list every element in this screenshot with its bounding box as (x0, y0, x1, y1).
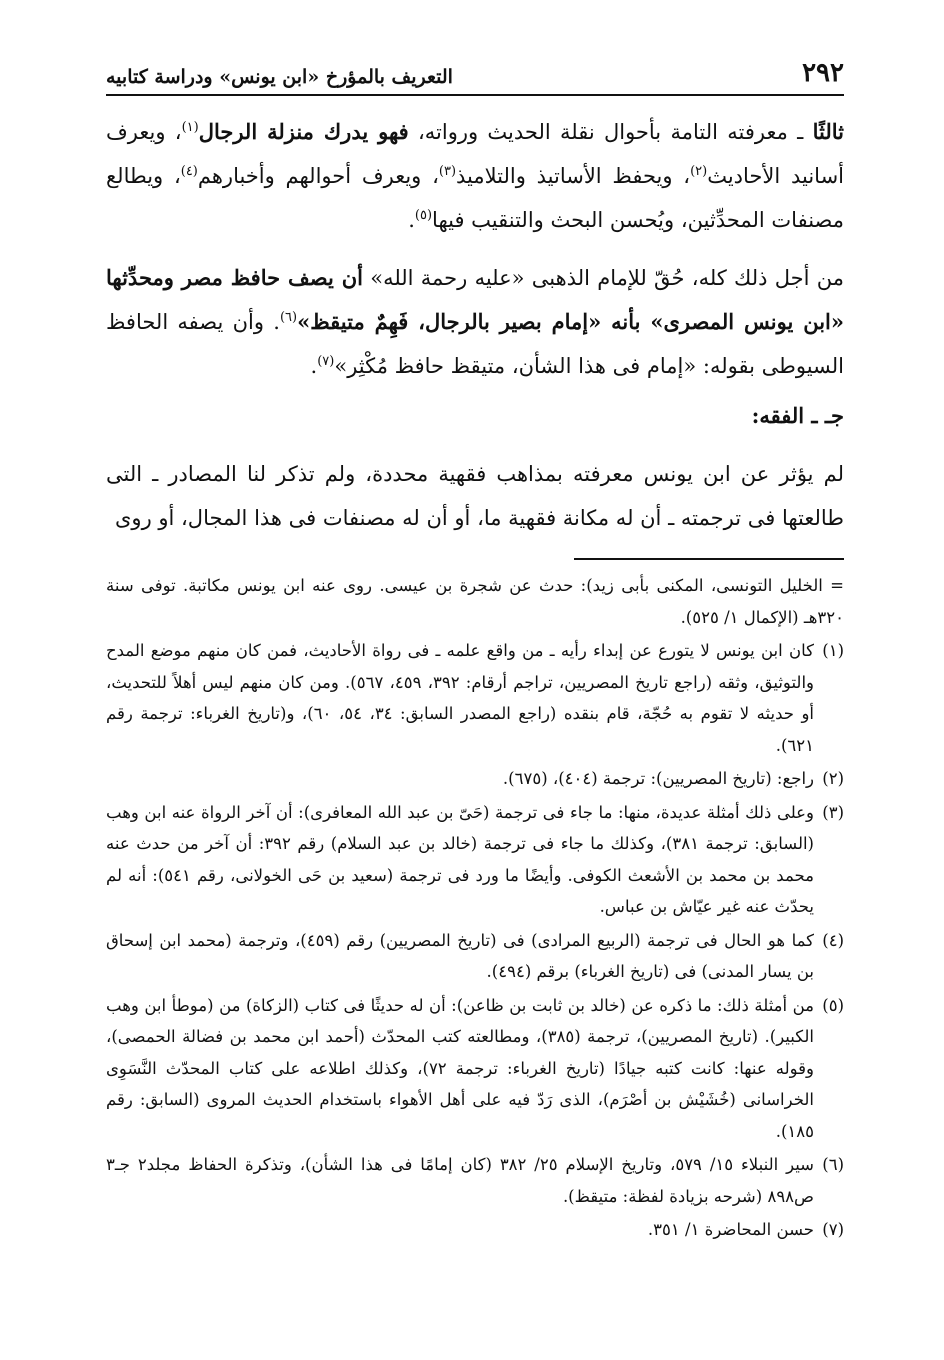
paragraph-3: لم يؤثر عن ابن يونس معرفته بمذاهب فقهية محددة، ولم تذكر لنا المصادر ـ التى طالعتها فى ترجمته ـ أن له مكانة فقهية ما، أو أن له مصنفات فى هذا المجال، أو روى (106, 462, 844, 530)
text-run: ، ويطالع مصنفات المحدِّثين، ويُحسن البحث والتنقيب فيها (106, 164, 844, 232)
footnote-4 (106, 925, 844, 988)
footnote-text: وعلى ذلك أمثلة عديدة، منها: ما جاء فى ترجمة (حَىّ بن عبد الله المعافرى): أن آخر الرواة عنه ابن وهب (السابق: ترجمة ٣٨١)، وكذلك ما جاء فى ترجمة (خالد بن عبد السلام) رقم ٣٩٢: أن آخر من حدث عنه محمد بن محمد بن الأشعث الكوفى. وأيضًا ما ورد فى ترجمة (سعيد بن حَى الخولانى، رقم ٥٤١): أنه لم يحدّث عنه غير عيّاش بن عباس. (106, 802, 814, 916)
text-run: ، ويعرف أسانيد الأحاديث (106, 120, 845, 188)
footnote-text: كان ابن يونس لا يتورع عن إبداء رأيه ـ من واقع علمه ـ فى رواة الأحاديث، فمن كان منهم موضع المدح والتوثيق، وثقه (راجع تاريخ المصريين، تراجم أرقام: ٣٩٢، ٤٥٩، ٥٦٧). ومن كان منهم ليس أهلاً للتحديث، أو حديثه لا تقوم به حُجّة، قام بنقده (راجع المصدر السابق: ٣٤، ٥٤، ٦٠)، و(تاريخ الغرباء: ترجمة رقم ٦٢١). (106, 641, 814, 755)
main-text (106, 110, 844, 540)
footnote-number: (٥) (822, 995, 844, 1015)
footnote-ref[interactable]: (٦) (279, 310, 298, 325)
footnote-number: (٣) (822, 802, 844, 822)
footnote-ref[interactable]: (٤) (180, 164, 198, 179)
text-run: أن يصف حافظ مصر ومحدِّثها «ابن يونس المصرى» بأنه «إمام بصير بالرجال، فَهِمٌ متيقظ» (106, 265, 845, 334)
text-run: ، ويحفظ الأساتيذ والتلاميذ (456, 164, 691, 188)
footnote-text: = الخليل التونسى، المكنى بأبى زيد): حدث عن شجرة بن عيسى. روى عنه ابن يونس مكاتبة. توفى سنة ٣٢٠هـ (الإكمال ١/ ٥٢٥). (106, 576, 844, 627)
footnote-continuation (106, 570, 844, 633)
footnote-text: كما هو الحال فى ترجمة (الربيع المرادى) فى (تاريخ المصريين) رقم (٤٥٩)، وترجمة (محمد ابن إسحاق بن يسار المدنى) فى (تاريخ الغرباء) برقم (٤٩٤). (106, 930, 814, 981)
footnote-ref[interactable]: (١) (181, 120, 199, 135)
footnote-number: (٧) (822, 1220, 844, 1239)
text-run: . (408, 208, 415, 232)
paragraph-2 (106, 256, 844, 388)
footnote-3 (106, 797, 844, 923)
footnotes (106, 570, 844, 1246)
footnote-ref[interactable]: (٣) (438, 164, 457, 179)
text-run: . (310, 354, 318, 378)
footnote-text: راجع: (تاريخ المصريين): ترجمة (٤٠٤)، (٦٧٥). (502, 769, 814, 788)
page-header (106, 38, 844, 96)
footnote-number: (٤) (822, 930, 844, 950)
footnote-ref[interactable]: (٥) (414, 208, 433, 223)
footnote-text: حسن المحاضرة ١/ ٣٥١. (647, 1220, 814, 1239)
footnote-2 (106, 763, 844, 795)
footnote-ref[interactable]: (٧) (317, 354, 335, 369)
paragraph-1 (106, 110, 844, 242)
footnote-5 (106, 990, 844, 1148)
footnote-number: (٢) (822, 769, 844, 788)
footnote-text: من أمثلة ذلك: ما ذكره عن (خالد بن ثابت بن ظاعن): أن له حديثًا فى كتاب (الزكاة) من (موطأ ابن وهب الكبير). (تاريخ المصريين)، ترجمة (٣٨٥)، ومطالعته كتب المحدّث (أحمد ابن محمد بن فضالة الحمصى)، وقوله عنها: كانت كتبه جيادًا (تاريخ الغرباء: ترجمة ٧٢)، وكذلك اطلاعه على كتاب المحدّث النَّسَوِى الخراسانى (خُشَيْش بن أصْرَم)، الذى رَدّ فيه على أهل الأهواء باستخدام الحديث المروى (السابق: رقم ١٨٥). (106, 995, 814, 1141)
text-run: فهو يدرك منزلة الرجال (198, 119, 409, 144)
paragraph-lead: ثالثًا (812, 119, 844, 144)
text-run: من أجل ذلك كله، حُقّ للإمام الذهبى «عليه رحمة الله» (362, 266, 844, 290)
footnote-text: سير النبلاء ١٥/ ٥٧٩، وتاريخ الإسلام ٢٥/ ٣٨٢ (كان إمامًا فى هذا الشأن)، وتذكرة الحفاظ مجلد٢ جـ٣ ص٨٩٨ (شرحه بزيادة لفظة: متيقظ). (106, 1155, 815, 1206)
footnote-number: (١) (822, 641, 844, 660)
running-title: التعريف بالمؤرخ «ابن يونس» ودراسة كتابيه (106, 66, 453, 88)
text-run: ، ويعرف أحوالهم وأخبارهم (197, 164, 439, 188)
page-number: ٢٩٢ (802, 58, 844, 88)
text-run: ـ معرفته التامة بأحوال نقلة الحديث ورواته، (408, 120, 813, 144)
footnote-number: (٦) (822, 1155, 844, 1174)
footnote-6 (106, 1149, 844, 1212)
footnote-1 (106, 635, 844, 761)
footnote-ref[interactable]: (٢) (690, 164, 708, 179)
footnote-separator (574, 558, 844, 560)
text-run: . وأن يصفه الحافظ السيوطى بقوله: «إمام فى هذا الشأن، متيقظ حافظ مُكْثِر» (106, 310, 844, 378)
section-heading: جـ ـ الفقه: (751, 403, 844, 428)
footnote-7 (106, 1214, 844, 1246)
